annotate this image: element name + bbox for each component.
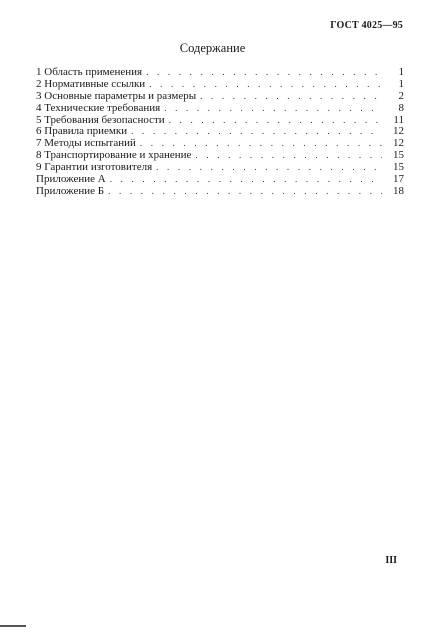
toc-entry-label: 2 Нормативные ссылки <box>36 77 146 90</box>
toc-entry[interactable] <box>36 91 404 103</box>
toc-entry-label: 8 Транспортирование и хранение <box>36 149 192 162</box>
toc-entry-label: 5 Требования безопасности <box>36 113 165 126</box>
toc-entry-page: 18 <box>393 184 404 197</box>
toc-entry-page: 15 <box>393 161 404 174</box>
toc-entry-page: 15 <box>393 149 404 162</box>
toc-entry-label: 1 Область применения <box>36 66 143 78</box>
toc-entry[interactable] <box>36 79 404 91</box>
toc-entry-label: Приложение Б <box>36 184 105 197</box>
toc-entry-page: 1 <box>398 66 404 78</box>
toc-leader-dots <box>146 67 382 79</box>
toc-entry-page: 12 <box>393 137 404 150</box>
toc-leader-dots <box>169 115 382 127</box>
toc-leader-dots <box>110 174 382 186</box>
toc-leader-dots <box>195 150 382 162</box>
toc-leader-dots <box>131 126 382 138</box>
toc-entry[interactable] <box>36 186 404 198</box>
toc-leader-dots <box>156 162 382 174</box>
toc-leader-dots <box>108 186 382 198</box>
toc-leader-dots <box>200 91 382 103</box>
toc-entry[interactable] <box>36 103 404 115</box>
toc-entry-page: 11 <box>393 113 404 126</box>
toc-entry-page: 2 <box>398 89 404 102</box>
page-number: III <box>385 555 397 566</box>
toc-entry-page: 1 <box>398 77 404 90</box>
toc-title: Содержание <box>179 41 246 55</box>
toc-leader-dots <box>149 79 382 91</box>
table-of-contents <box>36 67 404 198</box>
toc-entry-label: 7 Методы испытаний <box>36 137 136 150</box>
toc-entry-label: Приложение А <box>36 173 106 186</box>
toc-entry-label: 6 Правила приемки <box>36 125 128 138</box>
toc-entry-label: 4 Технические требования <box>36 101 161 114</box>
toc-entry-page: 12 <box>393 125 404 138</box>
toc-leader-dots <box>164 103 382 115</box>
toc-entry-page: 8 <box>398 101 404 114</box>
toc-entry-label: 9 Гарантии изготовителя <box>36 161 153 174</box>
toc-entry-page: 17 <box>393 173 404 186</box>
toc-entry-label: 3 Основные параметры и размеры <box>36 89 197 102</box>
scan-edge-mark <box>0 625 26 627</box>
standard-designation: ГОСТ 4025—95 <box>330 20 403 31</box>
